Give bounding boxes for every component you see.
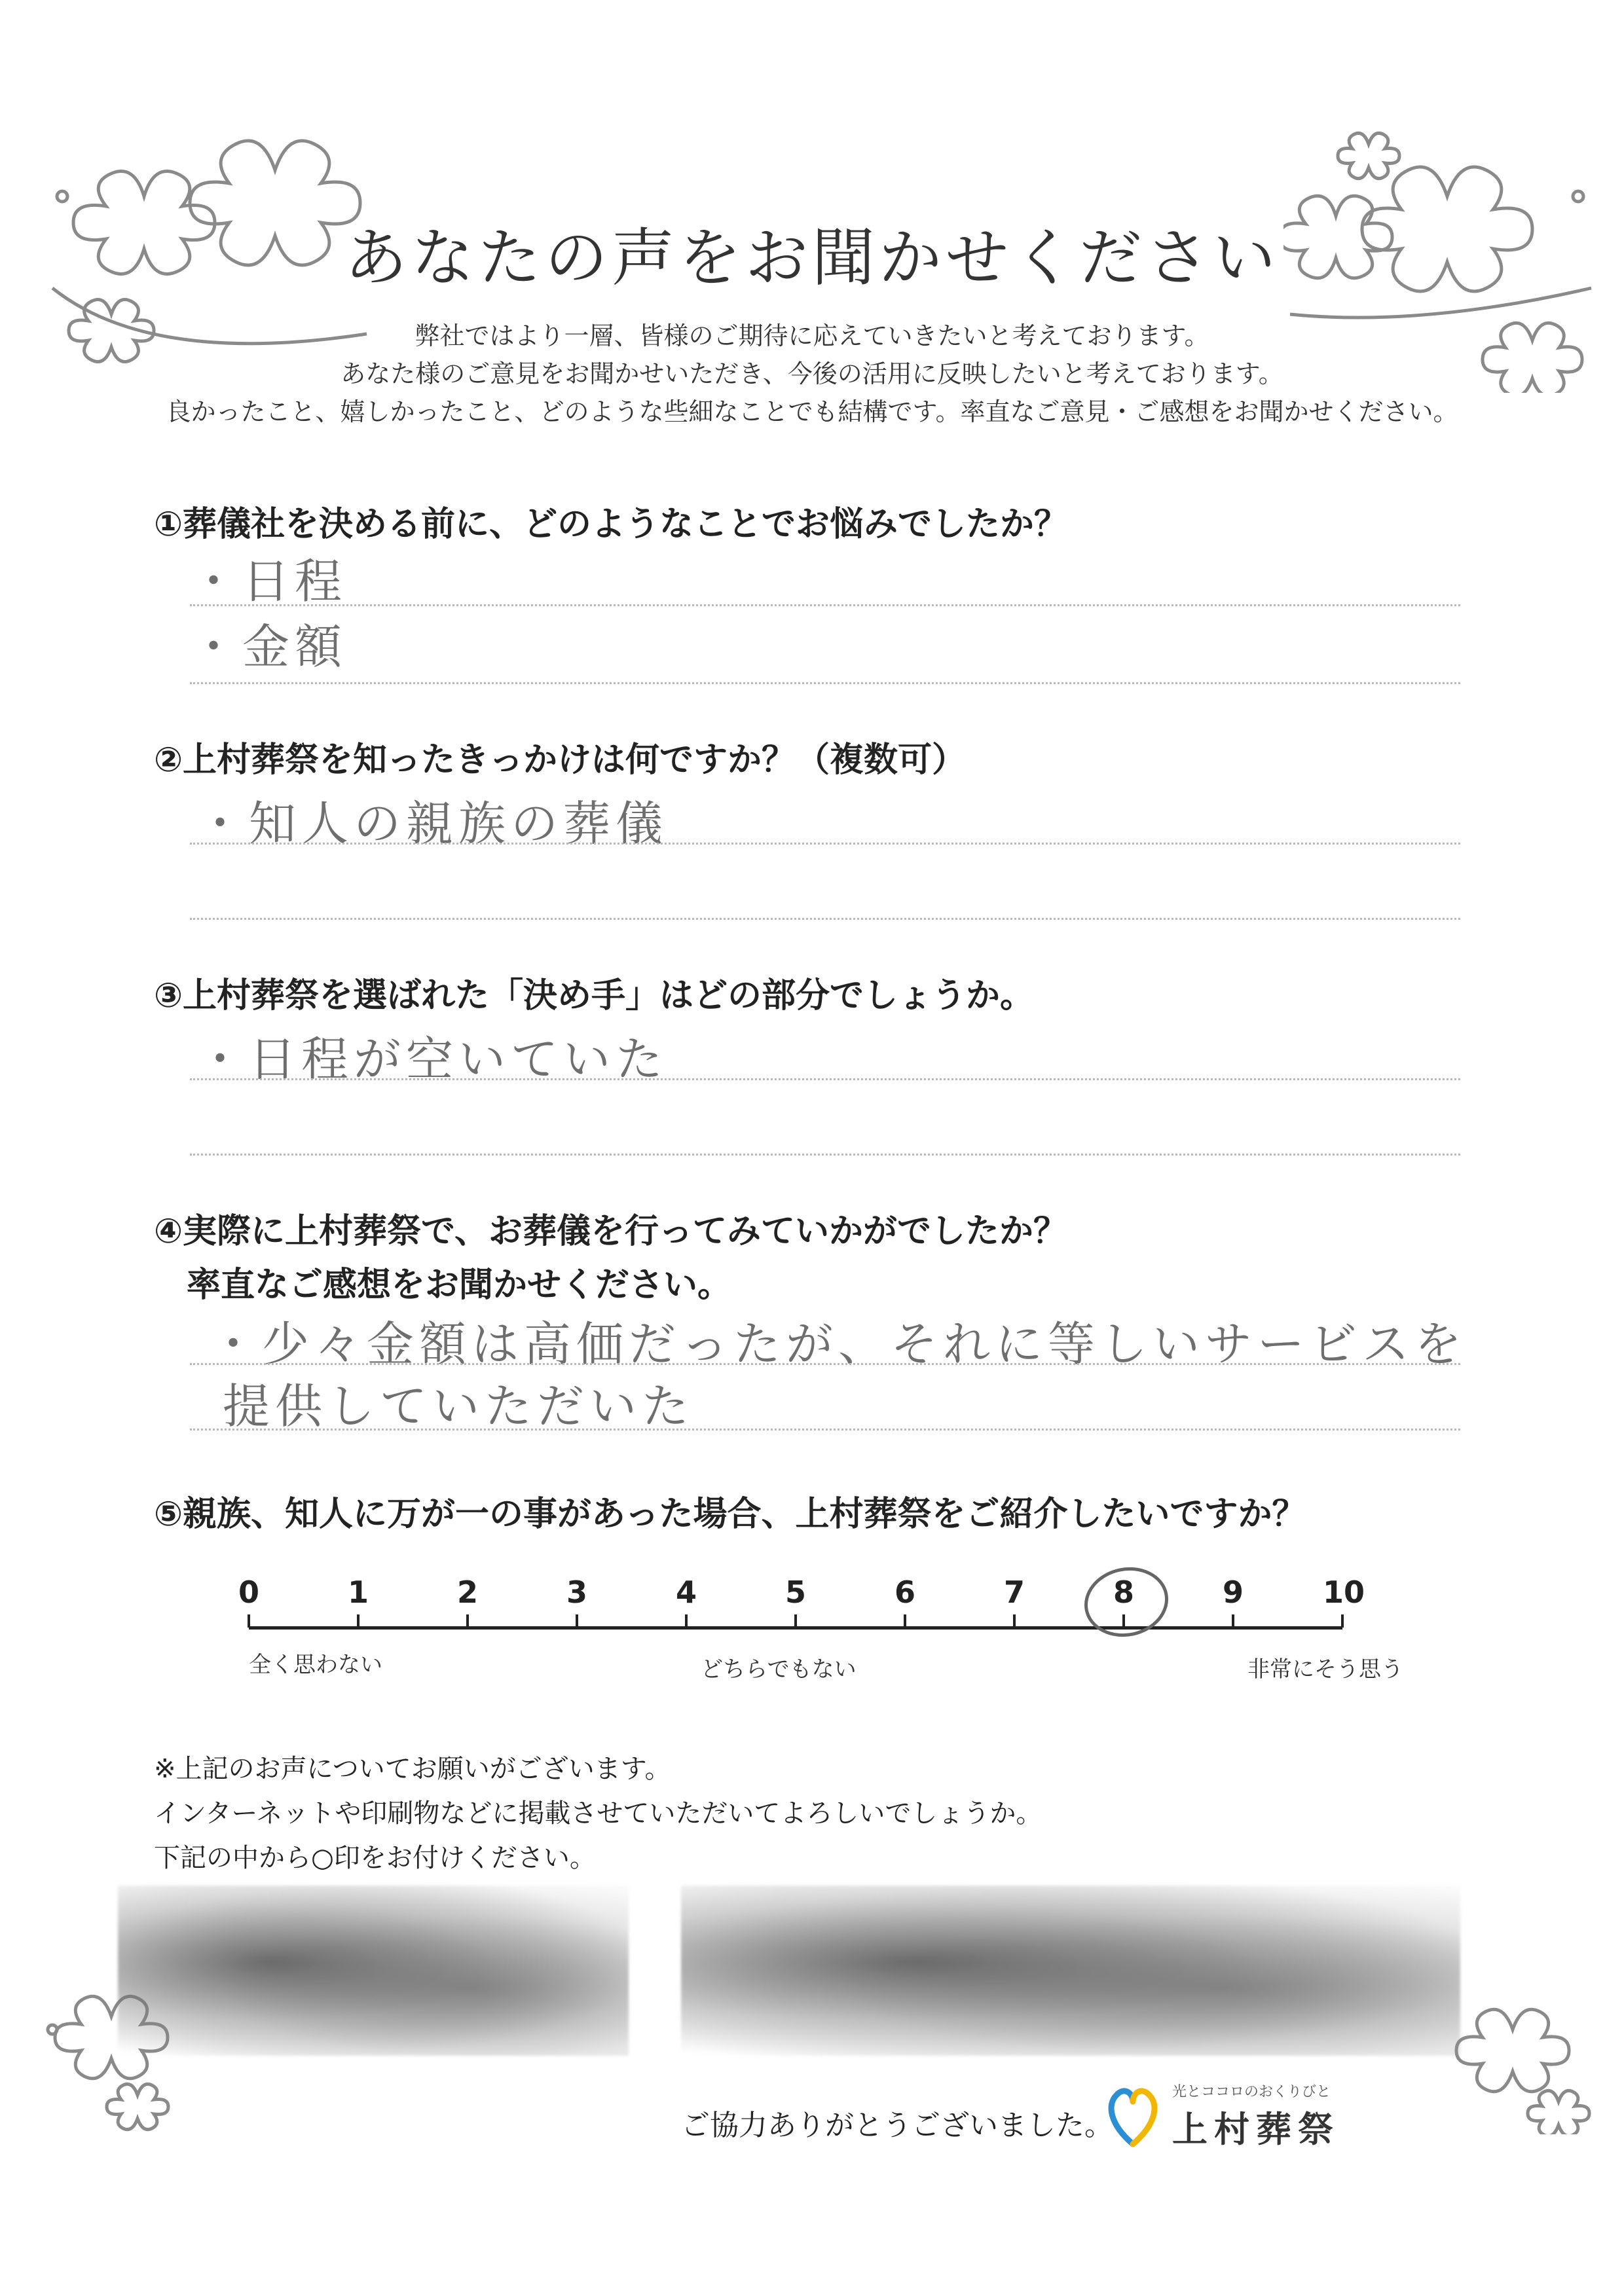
company-tagline: 光とココロのおくりびと bbox=[1172, 2084, 1331, 2100]
scale-number-0: 0 bbox=[238, 1575, 259, 1610]
note-line-2: インターネットや印刷物などに掲載させていただいてよろしいでしょうか。 bbox=[154, 1798, 1043, 1829]
scale-tick bbox=[248, 1614, 250, 1628]
question-5: ⑤親族、知人に万が一の事があった場合、上村葬祭をご紹介したいですか？ bbox=[154, 1495, 1306, 1534]
scale-selection-circle bbox=[1077, 1561, 1175, 1643]
scale-number-10: 10 bbox=[1323, 1575, 1365, 1610]
answer-rule bbox=[190, 1429, 1460, 1430]
company-name: 上村葬祭 bbox=[1172, 2109, 1340, 2150]
question-1: ①葬儀社を決める前に、どのようなことでお悩みでしたか？ bbox=[154, 505, 1069, 544]
question-3: ③上村葬祭を選ばれた「決め手」はどの部分でしょうか。 bbox=[154, 976, 1035, 1015]
scale-number-3: 3 bbox=[566, 1575, 587, 1610]
thanks-message: ご協力ありがとうございました。 bbox=[681, 2109, 1113, 2142]
answer-4-line-2: 提供していただいた bbox=[223, 1379, 695, 1434]
scale-tick bbox=[904, 1614, 906, 1628]
answer-3-line-1: ・日程が空いていた bbox=[196, 1032, 669, 1087]
scale-label-mid: どちらでもない bbox=[701, 1656, 857, 1683]
scale-number-4: 4 bbox=[675, 1575, 697, 1610]
answer-4-line-1: ・少々金額は高価だったが、それに等しいサービスを bbox=[210, 1317, 1467, 1372]
scale-tick bbox=[1341, 1614, 1344, 1628]
note-line-1: ※上記のお声についてお願いがございます。 bbox=[154, 1754, 671, 1784]
scale-tick bbox=[794, 1614, 797, 1628]
scale-number-2: 2 bbox=[456, 1575, 478, 1610]
answer-rule bbox=[190, 1154, 1460, 1156]
answer-1-line-2: ・金額 bbox=[190, 619, 348, 674]
intro-line-2: あなた様のご意見をお聞かせいただき、今後の活用に反映したいと考えております。 bbox=[341, 359, 1283, 388]
intro-line-1: 弊社ではより一層、皆様のご期待に応えていきたいと考えております。 bbox=[415, 321, 1209, 350]
scale-number-5: 5 bbox=[784, 1575, 806, 1610]
scale-number-9: 9 bbox=[1222, 1575, 1244, 1610]
scale-number-7: 7 bbox=[1003, 1575, 1025, 1610]
redacted-area-left bbox=[118, 1886, 629, 2056]
answer-rule bbox=[190, 918, 1460, 920]
company-logo-mark bbox=[1103, 2079, 1162, 2151]
scale-tick bbox=[357, 1614, 360, 1628]
scale-label-high: 非常にそう思う bbox=[1247, 1656, 1403, 1683]
answer-1-line-1: ・日程 bbox=[190, 554, 348, 609]
redacted-area-right bbox=[681, 1886, 1460, 2056]
page-title: あなたの声をお聞かせください bbox=[344, 221, 1280, 295]
question-2: ②上村葬祭を知ったきっかけは何ですか？（複数可） bbox=[154, 740, 967, 780]
question-4: ④実際に上村葬祭で、お葬儀を行ってみていかがでしたか？ bbox=[154, 1212, 1067, 1251]
answer-rule bbox=[190, 843, 1460, 845]
scale-label-low: 全く思わない bbox=[249, 1652, 382, 1678]
answer-rule bbox=[190, 1078, 1460, 1080]
answer-rule bbox=[190, 682, 1460, 684]
scale-number-6: 6 bbox=[894, 1575, 915, 1610]
scale-number-1: 1 bbox=[347, 1575, 369, 1610]
note-line-3: 下記の中から○印をお付けください。 bbox=[154, 1843, 596, 1873]
intro-line-3: 良かったこと、嬉しかったこと、どのような些細なことでも結構です。率直なご意見・ご感想をお聞かせください。 bbox=[166, 397, 1458, 426]
scale-tick bbox=[1013, 1614, 1016, 1628]
scale-tick bbox=[685, 1614, 688, 1628]
clover-decoration-bottom-right bbox=[1441, 1977, 1598, 2134]
scale-axis-line bbox=[249, 1626, 1342, 1630]
scale-tick bbox=[466, 1614, 469, 1628]
answer-2-line-1: ・知人の親族の葬儀 bbox=[196, 796, 669, 851]
scale-tick bbox=[1232, 1614, 1234, 1628]
answer-rule bbox=[190, 604, 1460, 606]
scale-number-8: 8 bbox=[1113, 1575, 1134, 1610]
question-4-subline: 率直なご感想をお聞かせください。 bbox=[187, 1266, 732, 1305]
scale-tick bbox=[576, 1614, 578, 1628]
answer-rule bbox=[190, 1363, 1460, 1365]
